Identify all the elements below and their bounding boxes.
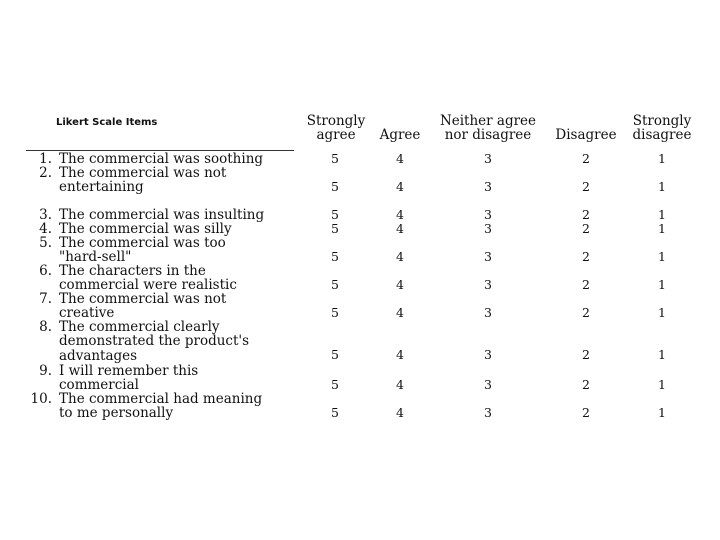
item-text: [59, 236, 321, 265]
item-text: [59, 392, 321, 421]
item-text-line: The commercial was not: [59, 291, 227, 307]
strongly-agree-value: 5: [331, 377, 339, 392]
item-text-line: advantages: [59, 347, 138, 364]
item-text-line: commercial: [59, 377, 139, 394]
strongly-agree-value: 5: [331, 347, 339, 362]
strongly-disagree-value: 1: [658, 207, 666, 222]
agree-value: 4: [396, 179, 404, 194]
item-number: 6.: [39, 263, 52, 279]
item-text-line: I will remember this: [59, 363, 199, 379]
neither-value: 3: [484, 347, 492, 362]
strongly-agree-value: 5: [331, 249, 339, 264]
strongly-disagree-value: 1: [658, 249, 666, 264]
item-number: 1.: [39, 151, 52, 167]
disagree-value: 2: [582, 179, 590, 194]
strongly-agree-value: 5: [331, 277, 339, 292]
strongly-disagree-value: 1: [658, 221, 666, 236]
item-text: [59, 166, 321, 195]
disagree-value: 2: [582, 405, 590, 420]
item-number: 7.: [39, 291, 52, 307]
disagree-value: 2: [582, 347, 590, 362]
strongly-agree-value: 5: [331, 405, 339, 420]
neither-value: 3: [484, 377, 492, 392]
neither-value: 3: [484, 151, 492, 166]
agree-value: 4: [396, 277, 404, 292]
items-column-header: Likert Scale Items: [56, 117, 158, 128]
item-text-line: The commercial was silly: [59, 221, 232, 237]
item-text-line: The commercial was not: [59, 165, 227, 181]
agree-header: Agree: [379, 127, 421, 143]
agree-value: 4: [396, 347, 404, 362]
item-text-line: The commercial was soothing: [59, 151, 264, 167]
item-text-line: commercial were realistic: [59, 277, 237, 294]
agree-value: 4: [396, 249, 404, 264]
item-text-line: demonstrated the product's: [59, 333, 250, 350]
item-number: 2.: [39, 165, 52, 181]
strongly-agree-header: Strongly agree: [306, 113, 366, 143]
item-text-line: The characters in the: [59, 263, 206, 279]
neither-value: 3: [484, 277, 492, 292]
disagree-value: 2: [582, 221, 590, 236]
strongly-agree-value: 5: [331, 221, 339, 236]
strongly-disagree-header: Strongly disagree: [632, 113, 692, 143]
item-number: 5.: [39, 235, 52, 251]
agree-value: 4: [396, 305, 404, 320]
strongly-disagree-value: 1: [658, 179, 666, 194]
item-text-line: The commercial was too: [59, 235, 226, 251]
item-number: 9.: [39, 363, 52, 379]
neither-header: Neither agree nor disagree: [439, 113, 537, 143]
disagree-value: 2: [582, 207, 590, 222]
strongly-disagree-value: 1: [658, 151, 666, 166]
disagree-value: 2: [582, 377, 590, 392]
item-number: 3.: [39, 207, 52, 223]
agree-value: 4: [396, 151, 404, 166]
item-text-line: to me personally: [59, 405, 174, 422]
strongly-agree-value: 5: [331, 305, 339, 320]
item-number: 4.: [39, 221, 52, 237]
neither-value: 3: [484, 207, 492, 222]
item-text-line: The commercial clearly: [59, 319, 220, 335]
neither-value: 3: [484, 221, 492, 236]
strongly-agree-value: 5: [331, 207, 339, 222]
agree-value: 4: [396, 221, 404, 236]
item-text-line: The commercial had meaning: [59, 391, 263, 407]
disagree-header: Disagree: [555, 127, 617, 143]
strongly-agree-value: 5: [331, 151, 339, 166]
disagree-value: 2: [582, 151, 590, 166]
item-number: 8.: [39, 319, 52, 335]
disagree-value: 2: [582, 249, 590, 264]
strongly-agree-value: 5: [331, 179, 339, 194]
item-text-line: "hard-sell": [59, 249, 132, 266]
neither-value: 3: [484, 249, 492, 264]
strongly-disagree-value: 1: [658, 277, 666, 292]
disagree-value: 2: [582, 277, 590, 292]
item-text-line: creative: [59, 305, 115, 322]
strongly-disagree-value: 1: [658, 305, 666, 320]
strongly-disagree-value: 1: [658, 347, 666, 362]
neither-value: 3: [484, 405, 492, 420]
neither-value: 3: [484, 179, 492, 194]
agree-value: 4: [396, 207, 404, 222]
item-text-line: entertaining: [59, 179, 144, 196]
item-text: [59, 320, 321, 363]
disagree-value: 2: [582, 305, 590, 320]
agree-value: 4: [396, 377, 404, 392]
item-number: 10.: [30, 391, 52, 407]
item-text: [59, 292, 321, 321]
neither-value: 3: [484, 305, 492, 320]
item-text: [59, 364, 321, 393]
item-text-line: The commercial was insulting: [59, 207, 265, 223]
item-text: [59, 264, 321, 293]
strongly-disagree-value: 1: [658, 405, 666, 420]
strongly-disagree-value: 1: [658, 377, 666, 392]
agree-value: 4: [396, 405, 404, 420]
